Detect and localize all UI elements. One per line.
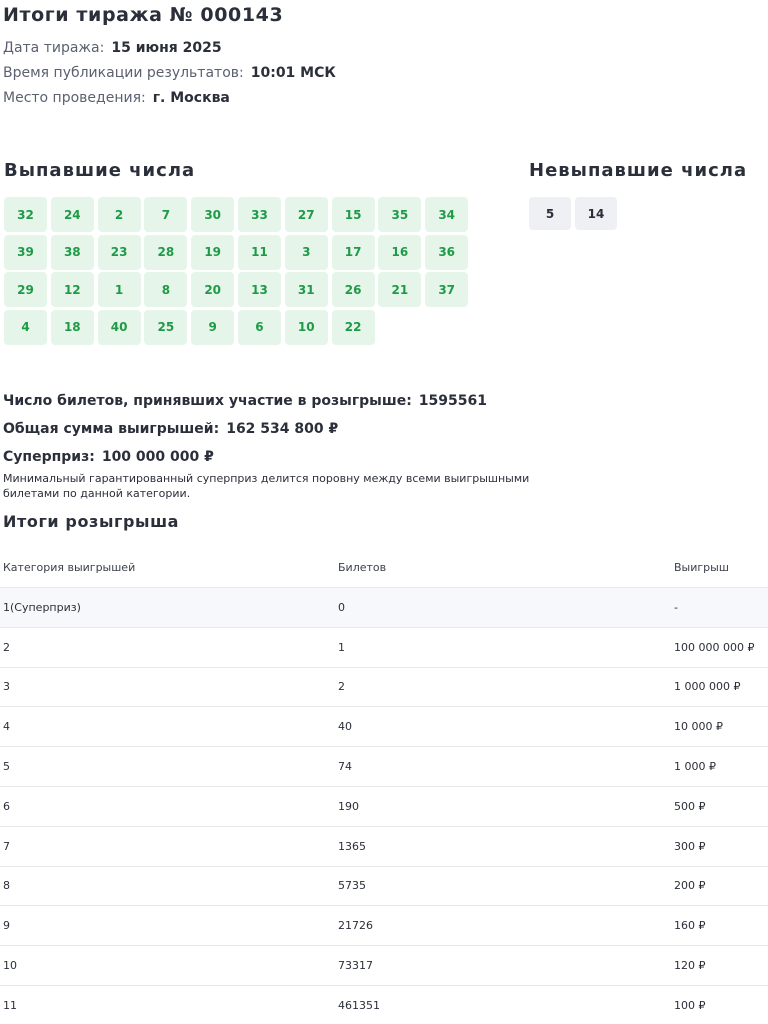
table-row (0, 588, 768, 628)
drawn-number-ball: 10 (285, 310, 328, 345)
cell-prize: 100 000 000 ₽ (674, 640, 755, 654)
drawn-number-ball: 21 (378, 272, 421, 307)
missed-number-ball: 14 (575, 197, 617, 230)
drawn-number-ball: 18 (51, 310, 94, 345)
cell-prize: 1 000 000 ₽ (674, 680, 741, 694)
drawn-number-ball: 25 (144, 310, 187, 345)
drawn-number-ball: 35 (378, 197, 421, 232)
drawn-number-ball: 38 (51, 235, 94, 270)
cell-prize: 100 ₽ (674, 998, 706, 1012)
drawn-number-ball: 4 (4, 310, 47, 345)
cell-prize: 1 000 ₽ (674, 760, 716, 774)
cell-category: 3 (3, 680, 10, 694)
table-body (0, 588, 768, 1024)
table-row (0, 787, 768, 827)
missed-numbers-title: Невыпавшие числа (529, 160, 748, 181)
drawn-number-ball: 32 (4, 197, 47, 232)
table-header (0, 548, 768, 588)
drawn-number-ball: 27 (285, 197, 328, 232)
missed-number-ball: 5 (529, 197, 571, 230)
drawn-number-ball: 12 (51, 272, 94, 307)
cell-tickets: 21726 (338, 919, 373, 933)
superprize (3, 449, 214, 465)
drawn-number-ball: 30 (191, 197, 234, 232)
publish-time (3, 65, 336, 81)
cell-category: 5 (3, 760, 10, 774)
drawn-number-ball: 19 (191, 235, 234, 270)
drawn-number-ball: 40 (98, 310, 141, 345)
drawn-number-ball: 17 (332, 235, 375, 270)
drawn-number-ball: 13 (238, 272, 281, 307)
drawn-number-ball: 3 (285, 235, 328, 270)
cell-category: 6 (3, 799, 10, 813)
cell-tickets: 1365 (338, 839, 366, 853)
drawn-number-ball: 16 (378, 235, 421, 270)
cell-tickets: 74 (338, 760, 352, 774)
table-row (0, 668, 768, 708)
cell-tickets: 2 (338, 680, 345, 694)
draw-date (3, 40, 222, 56)
drawn-number-ball: 24 (51, 197, 94, 232)
table-row (0, 946, 768, 986)
drawn-numbers-grid (4, 197, 470, 345)
table-row (0, 827, 768, 867)
cell-category: 9 (3, 919, 10, 933)
cell-prize: 120 ₽ (674, 959, 706, 973)
missed-numbers-grid (529, 197, 617, 230)
cell-category: 11 (3, 998, 17, 1012)
drawn-number-ball: 15 (332, 197, 375, 232)
drawn-number-ball: 20 (191, 272, 234, 307)
table-row (0, 707, 768, 747)
table-row (0, 906, 768, 946)
cell-tickets: 73317 (338, 959, 373, 973)
total-winnings-value: 162 534 800 ₽ (226, 421, 339, 437)
cell-tickets: 190 (338, 799, 359, 813)
draw-date-label: Дата тиража: (3, 40, 105, 56)
drawn-number-ball: 26 (332, 272, 375, 307)
draw-location-value: г. Москва (152, 90, 230, 106)
drawn-number-ball: 2 (98, 197, 141, 232)
drawn-number-ball: 34 (425, 197, 468, 232)
cell-prize: 300 ₽ (674, 839, 706, 853)
table-row (0, 747, 768, 787)
cell-prize: 160 ₽ (674, 919, 706, 933)
drawn-number-ball: 31 (285, 272, 328, 307)
draw-location (3, 90, 230, 106)
cell-tickets: 40 (338, 720, 352, 734)
superprize-note: Минимальный гарантированный суперприз делится поровну между всеми выигрышными билетами по данной категории. (3, 472, 530, 500)
tickets-count-value: 1595561 (418, 393, 487, 409)
cell-category: 1(Суперприз) (3, 600, 81, 614)
draw-date-value: 15 июня 2025 (111, 40, 222, 56)
publish-time-label: Время публикации результатов: (3, 65, 244, 81)
cell-category: 10 (3, 959, 17, 973)
drawn-numbers-title: Выпавшие числа (4, 160, 196, 181)
tickets-count-label: Число билетов, принявших участие в розыгрыше: (3, 393, 412, 409)
cell-prize: - (674, 600, 678, 614)
drawn-number-ball: 8 (144, 272, 187, 307)
drawn-number-ball: 36 (425, 235, 468, 270)
cell-tickets: 0 (338, 600, 345, 614)
drawn-number-ball: 39 (4, 235, 47, 270)
cell-category: 4 (3, 720, 10, 734)
total-winnings-label: Общая сумма выигрышей: (3, 421, 220, 437)
cell-tickets: 5735 (338, 879, 366, 893)
superprize-value: 100 000 000 ₽ (101, 449, 214, 465)
total-winnings (3, 421, 338, 437)
column-header-category: Категория выигрышей (3, 561, 136, 574)
results-title: Итоги розыгрыша (3, 512, 180, 531)
cell-prize: 500 ₽ (674, 799, 706, 813)
drawn-number-ball: 7 (144, 197, 187, 232)
drawn-number-ball: 33 (238, 197, 281, 232)
table-row (0, 628, 768, 668)
cell-category: 2 (3, 640, 10, 654)
draw-title: Итоги тиража № 000143 (3, 4, 284, 26)
drawn-number-ball: 22 (332, 310, 375, 345)
cell-prize: 200 ₽ (674, 879, 706, 893)
drawn-number-ball: 11 (238, 235, 281, 270)
cell-category: 7 (3, 839, 10, 853)
drawn-number-ball: 6 (238, 310, 281, 345)
table-row (0, 986, 768, 1024)
draw-location-label: Место проведения: (3, 90, 146, 106)
publish-time-value: 10:01 МСК (250, 65, 336, 81)
superprize-label: Суперприз: (3, 449, 95, 465)
column-header-tickets: Билетов (338, 561, 387, 574)
tickets-count (3, 393, 487, 409)
cell-tickets: 1 (338, 640, 345, 654)
table-row (0, 867, 768, 907)
cell-prize: 10 000 ₽ (674, 720, 723, 734)
cell-tickets: 461351 (338, 998, 380, 1012)
drawn-number-ball: 23 (98, 235, 141, 270)
drawn-number-ball: 1 (98, 272, 141, 307)
drawn-number-ball: 28 (144, 235, 187, 270)
cell-category: 8 (3, 879, 10, 893)
column-header-prize: Выигрыш (674, 561, 729, 574)
drawn-number-ball: 37 (425, 272, 468, 307)
drawn-number-ball: 9 (191, 310, 234, 345)
results-table (0, 548, 768, 1024)
drawn-number-ball: 29 (4, 272, 47, 307)
